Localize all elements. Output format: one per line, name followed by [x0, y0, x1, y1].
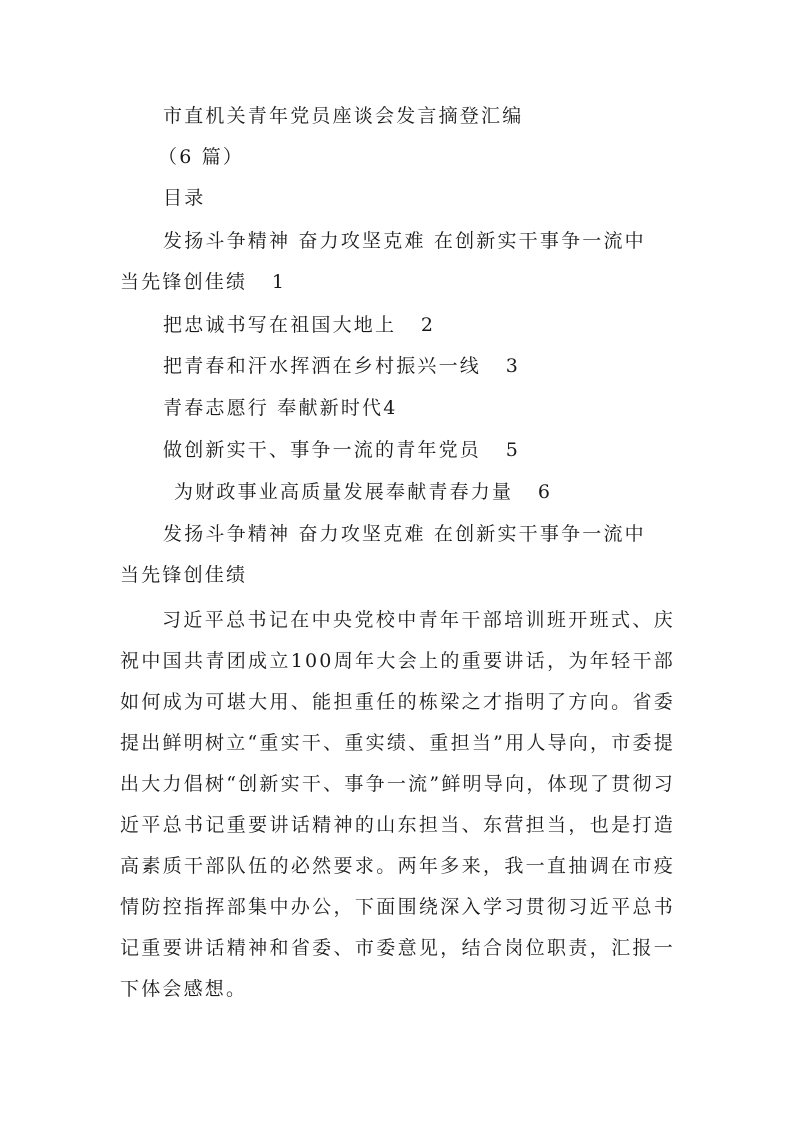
toc-item-3-page: 3: [505, 355, 518, 377]
toc-item-6-page: 6: [537, 481, 551, 503]
toc-item-5-text: 做创新实干、事争一流的青年党员: [163, 439, 482, 461]
toc-item-2-page: 2: [420, 314, 434, 336]
toc-item-4[interactable]: [163, 388, 718, 429]
toc-item-4-page: 4: [383, 397, 396, 419]
toc-item-6[interactable]: [174, 472, 729, 513]
toc-item-3[interactable]: [163, 346, 718, 387]
toc-item-2-text: 把忠诚书写在祖国大地上: [163, 314, 397, 336]
toc-item-1-text: 当先锋创佳绩: [120, 271, 248, 293]
toc-item-2[interactable]: [163, 305, 718, 346]
article-count: （6 篇）: [158, 146, 245, 168]
body-paragraph: 习近平总书记在中央党校中青年干部培训班开班式、庆祝中国共青团成立100周年大会上的重要讲话，为年轻干部如何成为可堪大用、能担重任的栋梁之才指明了方向。省委提出鲜明树立“重实干、重实绩、重担当”用人导向，市委提出大力倡树“创新实干、事争一流”鲜明导向，体现了贯彻习近平总书记重要讲话精神的山东担当、东营担当，也是打造高素质干部队伍的必然要求。两年多来，我一直抽调在市疫情防控指挥部集中办公，下面围绕深入学习贯彻习近平总书记重要讲话精神和省委、市委意见，结合岗位职责，汇报一下体会感想。: [120, 609, 675, 1000]
toc-item-1-line1[interactable]: 发扬斗争精神 奋力攻坚克难 在创新实干事争一流中: [163, 230, 646, 252]
toc-item-6-text: 为财政事业高质量发展奉献青春力量: [174, 481, 514, 503]
document-title: 市直机关青年党员座谈会发言摘登汇编: [163, 105, 524, 127]
toc-item-4-text: 青春志愿行 奉献新时代: [163, 397, 384, 419]
toc-item-1-page: 1: [271, 271, 285, 293]
section-title-line2: 当先锋创佳绩: [120, 564, 248, 586]
toc-item-3-text: 把青春和汗水挥洒在乡村振兴一线: [163, 355, 482, 377]
toc-heading: 目录: [163, 187, 206, 209]
toc-item-5-page: 5: [505, 439, 518, 461]
toc-item-5[interactable]: [163, 430, 718, 471]
section-title-line1: 发扬斗争精神 奋力攻坚克难 在创新实干事争一流中: [163, 523, 646, 545]
toc-item-1-line2[interactable]: [120, 262, 675, 303]
